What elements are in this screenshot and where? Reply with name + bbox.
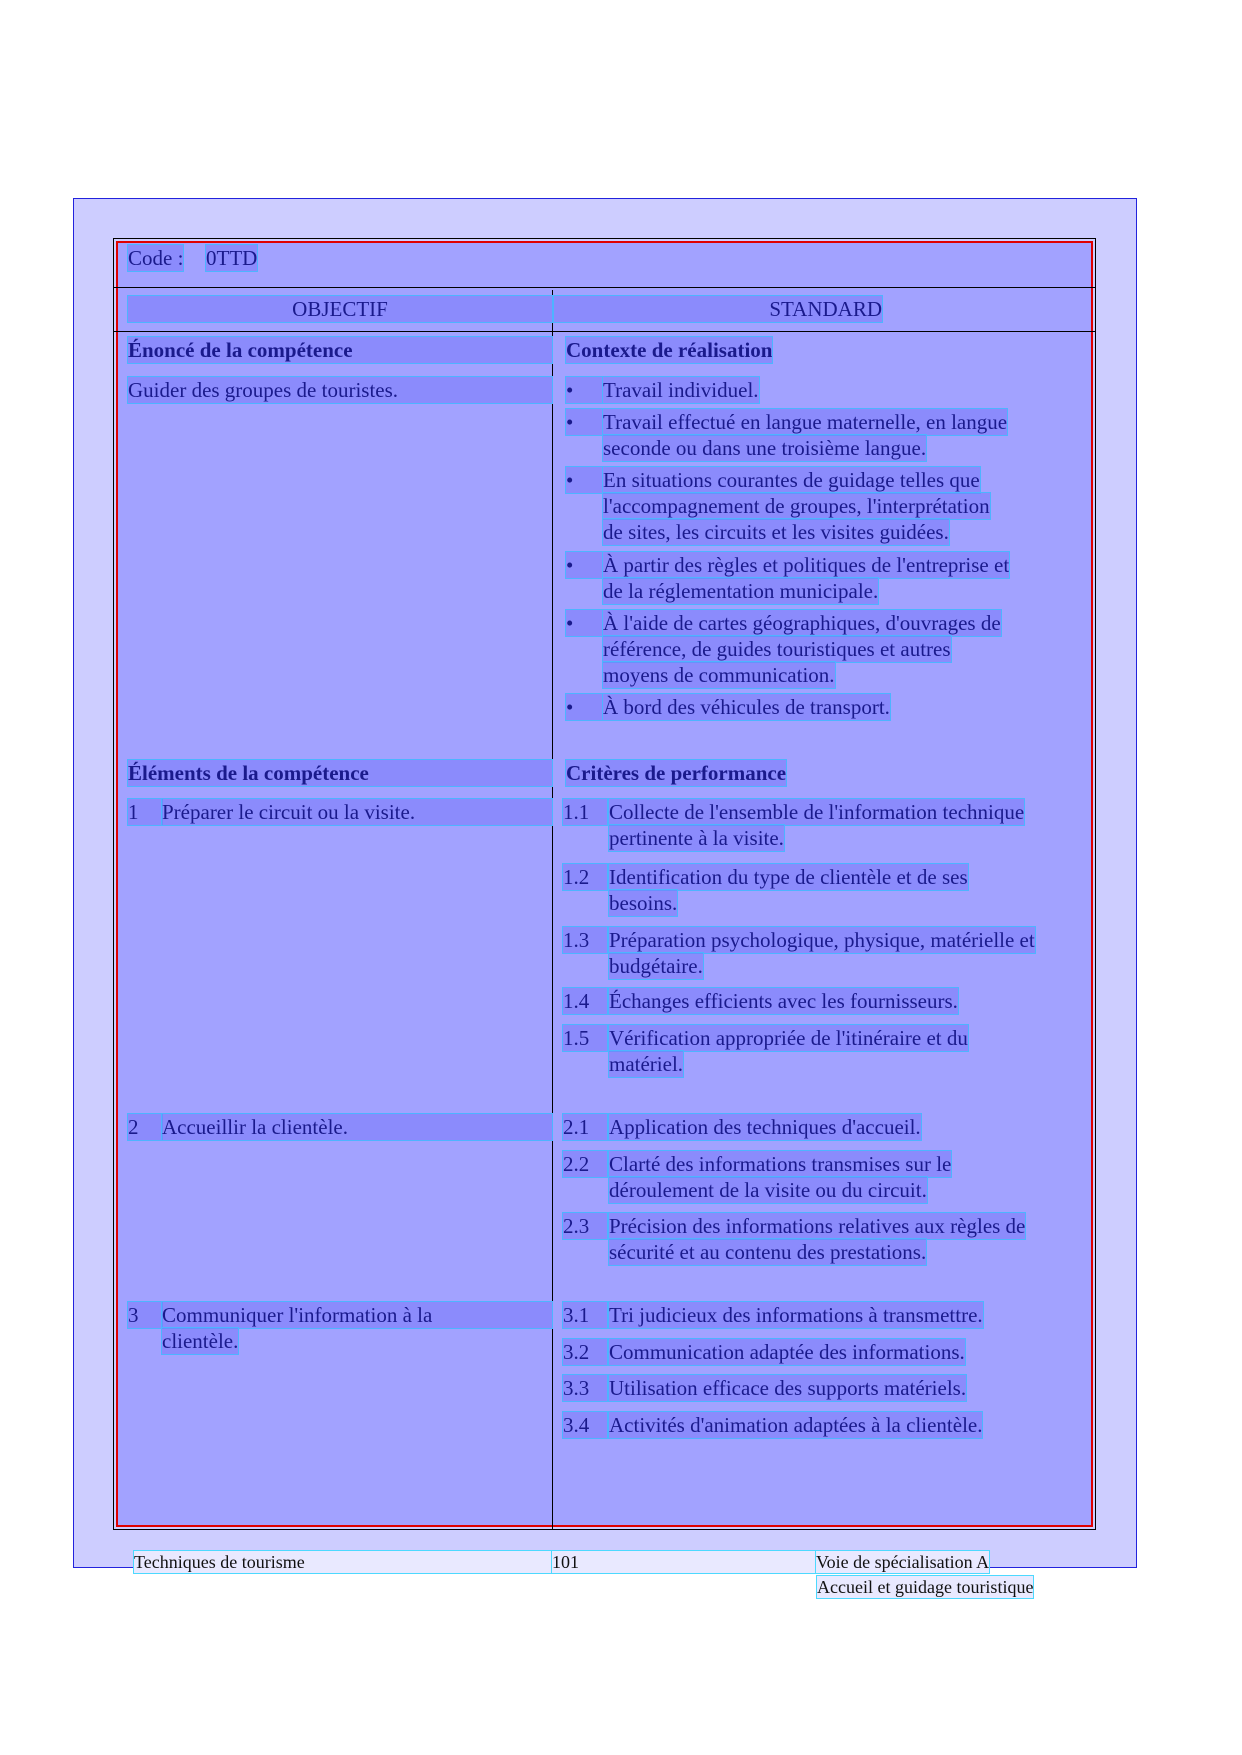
criterion-line: Échanges efficients avec les fournisseurs.	[609, 989, 958, 1013]
bullet-icon: •	[566, 409, 602, 435]
footer-specialisation: Voie de spécialisation A	[816, 1552, 990, 1572]
criterion-line: Collecte de l'ensemble de l'information technique	[609, 800, 1025, 824]
criterion-number: 1.3	[563, 927, 607, 953]
criterion-line: Communication adaptée des informations.	[609, 1340, 965, 1364]
criterion-line: Clarté des informations transmises sur le	[609, 1152, 952, 1176]
standard-header	[554, 296, 882, 322]
element-number: 1	[128, 799, 162, 825]
context-item-line: À bord des véhicules de transport.	[603, 695, 890, 719]
context-item-line: En situations courantes de guidage telles que	[603, 468, 980, 492]
element-number: 3	[128, 1302, 162, 1328]
bullet-icon: •	[566, 552, 602, 578]
context-item-line: À l'aide de cartes géographiques, d'ouvrages de	[603, 611, 1001, 635]
header-divider-bottom	[113, 331, 1096, 332]
criterion-line: Application des techniques d'accueil.	[609, 1115, 921, 1139]
criterion-number: 1.2	[563, 864, 607, 890]
context-item-line: de la réglementation municipale.	[603, 579, 879, 603]
context-item-line: seconde ou dans une troisième langue.	[603, 436, 927, 460]
criterion-line: déroulement de la visite ou du circuit.	[609, 1178, 927, 1202]
context-item-line: Travail individuel.	[603, 378, 759, 402]
criterion-line: Préparation psychologique, physique, matérielle et	[609, 928, 1035, 952]
criterion-number: 2.2	[563, 1151, 607, 1177]
criterion-number: 2.1	[563, 1114, 607, 1140]
header-divider-top	[113, 287, 1096, 288]
context-item-line: l'accompagnement de groupes, l'interprétation	[603, 494, 990, 518]
criterion-line: Identification du type de clientèle et de ses	[609, 865, 968, 889]
context-item-line: référence, de guides touristiques et autres	[603, 637, 951, 661]
criterion-line: matériel.	[609, 1052, 684, 1076]
bullet-icon: •	[566, 377, 602, 403]
criterion-line: Précision des informations relatives aux règles de	[609, 1214, 1026, 1238]
footer-program: Techniques de tourisme	[134, 1551, 552, 1573]
bullet-icon: •	[566, 610, 602, 636]
criterion-number: 3.2	[563, 1339, 607, 1365]
code-value: 0TTD	[206, 246, 258, 270]
competence-statement: Guider des groupes de touristes.	[128, 377, 552, 403]
elements-heading: Éléments de la compétence	[128, 760, 552, 786]
criterion-number: 2.3	[563, 1213, 607, 1239]
criterion-number: 1.4	[563, 988, 607, 1014]
criterion-line: besoins.	[609, 891, 678, 915]
objectif-header	[128, 296, 552, 322]
criterion-line: pertinente à la visite.	[609, 826, 784, 850]
code-label: Code :	[128, 246, 184, 270]
objectif-header-text: OBJECTIF	[292, 297, 388, 321]
criterion-number: 1.1	[563, 799, 607, 825]
context-item-line: À partir des règles et politiques de l'entreprise et	[603, 553, 1010, 577]
bullet-icon: •	[566, 694, 602, 720]
standard-header-text: STANDARD	[769, 297, 882, 321]
element-number: 2	[128, 1114, 162, 1140]
context-item-line: moyens de communication.	[603, 663, 835, 687]
criterion-line: Vérification appropriée de l'itinéraire et du	[609, 1026, 968, 1050]
element-line: Préparer le circuit ou la visite.	[162, 799, 552, 825]
criterion-line: Utilisation efficace des supports matériels.	[609, 1376, 967, 1400]
criterion-line: sécurité et au contenu des prestations.	[609, 1240, 927, 1264]
element-line: Accueillir la clientèle.	[162, 1114, 552, 1140]
column-divider	[552, 290, 553, 1530]
contexte-heading: Contexte de réalisation	[566, 338, 773, 362]
criteres-heading: Critères de performance	[566, 761, 787, 785]
context-item-line: de sites, les circuits et les visites guidées.	[603, 520, 949, 544]
footer-page-number: 101	[552, 1551, 816, 1573]
element-line: clientèle.	[162, 1329, 239, 1353]
enonce-heading: Énoncé de la compétence	[128, 337, 552, 363]
element-line: Communiquer l'information à la	[162, 1302, 552, 1328]
criterion-number: 3.1	[563, 1302, 607, 1328]
bullet-icon: •	[566, 467, 602, 493]
criterion-line: budgétaire.	[609, 954, 703, 978]
criterion-number: 3.3	[563, 1375, 607, 1401]
criterion-line: Activités d'animation adaptées à la clientèle.	[609, 1413, 983, 1437]
footer-option: Accueil et guidage touristique	[817, 1577, 1034, 1597]
criterion-number: 1.5	[563, 1025, 607, 1051]
context-item-line: Travail effectué en langue maternelle, en langue	[603, 410, 1008, 434]
criterion-number: 3.4	[563, 1412, 607, 1438]
criterion-line: Tri judicieux des informations à transmettre.	[609, 1303, 983, 1327]
